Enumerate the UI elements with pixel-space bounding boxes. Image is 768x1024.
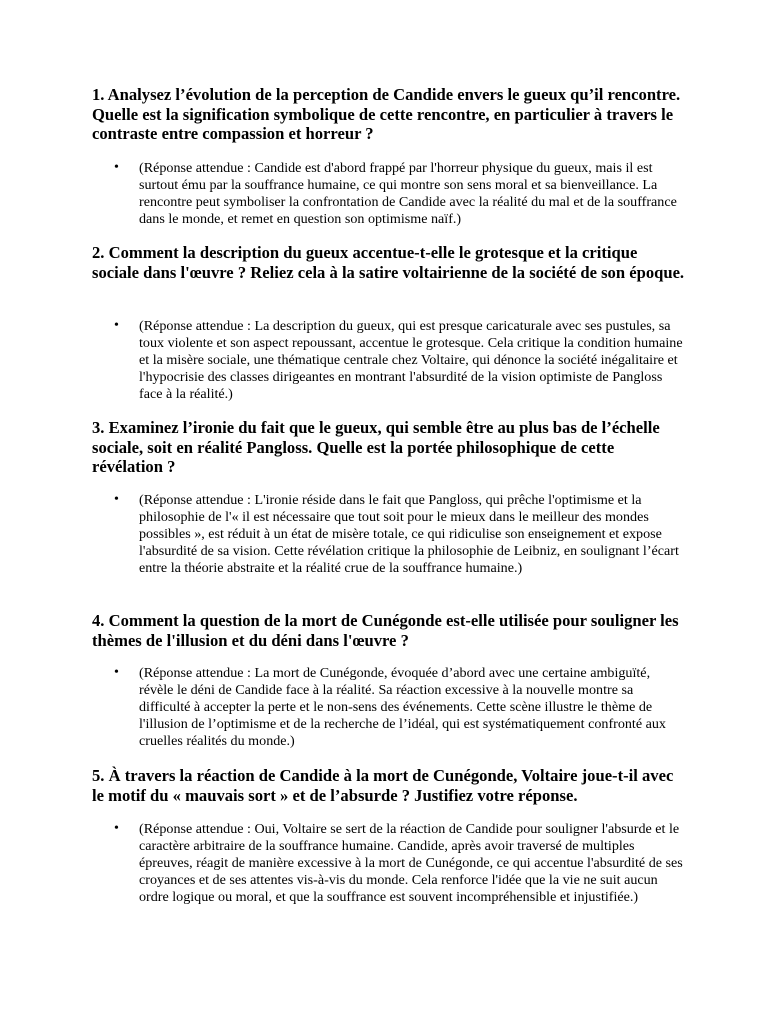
bullet-icon: • <box>114 665 119 680</box>
answer-4-text: (Réponse attendue : La mort de Cunégonde, évoquée d’abord avec une certaine ambiguïté, révèle le déni de Candide face à la réalité. Sa réaction excessive à la nouvelle montre sa difficulté à accepter la perte et le non-sens des événements. Cette scène illustre le thème de l'illusion de l’optimisme et de la recherche de l’idéal, qui est systématiquement confronté aux cruelles réalités du monde.) <box>139 665 666 749</box>
bullet-icon: • <box>114 318 119 333</box>
answer-2-list <box>92 318 686 403</box>
question-5-heading: 5. À travers la réaction de Candide à la mort de Cunégonde, Voltaire joue-t-il avec le motif du « mauvais sort » et de l’absurde ? Justifiez votre réponse. <box>92 766 674 805</box>
answer-4-item <box>114 665 686 750</box>
answer-3-list <box>92 492 686 577</box>
answer-5-item <box>114 821 686 906</box>
question-2-heading: 2. Comment la description du gueux accentue-t-elle le grotesque et la critique sociale dans l'œuvre ? Reliez cela à la satire voltairienne de la société de son époque. <box>92 243 685 282</box>
question-1-heading: 1. Analysez l’évolution de la perception de Candide envers le gueux qu’il rencontre. Quelle est la signification symbolique de cette rencontre, en particulier à travers le contraste entre compassion et horreur ? <box>92 85 681 143</box>
question-3-heading: 3. Examinez l’ironie du fait que le gueux, qui semble être au plus bas de l’échelle sociale, soit en réalité Pangloss. Quelle est la portée philosophique de cette révélation ? <box>92 418 660 476</box>
bullet-icon: • <box>114 821 119 836</box>
answer-2-item <box>114 318 686 403</box>
answer-4-list <box>92 665 686 750</box>
answer-5-list <box>92 821 686 906</box>
answer-2-text: (Réponse attendue : La description du gueux, qui est presque caricaturale avec ses pustules, sa toux violente et son aspect repoussant, accentue le grotesque. Cela critique la condition humaine et la misère sociale, une thématique centrale chez Voltaire, qui dénonce la société inégalitaire et l'hypocrisie des classes dirigeantes en montrant l'absurdité de la vision optimiste de Pangloss face à la réalité.) <box>139 318 683 402</box>
question-4-heading: 4. Comment la question de la mort de Cunégonde est-elle utilisée pour souligner les thèmes de l'illusion et du déni dans l'œuvre ? <box>92 611 679 650</box>
bullet-icon: • <box>114 492 119 507</box>
answer-1-list <box>92 160 686 228</box>
answer-1-item <box>114 160 686 228</box>
answer-3-item <box>114 492 686 577</box>
answer-3-text: (Réponse attendue : L'ironie réside dans le fait que Pangloss, qui prêche l'optimisme et la philosophie de l'« il est nécessaire que tout soit pour le mieux dans le meilleur des mondes possibles », est réduit à un état de misère totale, ce qui ridiculise son enseignement et expose l'absurdité de sa vision. Cette révélation critique la philosophie de Leibniz, en soulignant l’écart entre la théorie abstraite et la réalité crue de la souffrance humaine.) <box>139 492 679 576</box>
bullet-icon: • <box>114 160 119 175</box>
answer-5-text: (Réponse attendue : Oui, Voltaire se sert de la réaction de Candide pour souligner l'absurde et le caractère arbitraire de la souffrance humaine. Candide, après avoir traversé de multiples épreuves, réagit de manière excessive à la mort de Cunégonde, ce qui accentue l'absurdité de ses croyances et de ses attentes vis-à-vis du monde. Cela renforce l'idée que la vie ne suit aucun ordre logique ou moral, et que la souffrance est souvent incompréhensible et injustifiée.) <box>139 821 683 905</box>
answer-1-text: (Réponse attendue : Candide est d'abord frappé par l'horreur physique du gueux, mais il est surtout ému par la souffrance humaine, ce qui montre son sens moral et sa bienveillance. La rencontre peut symboliser la confrontation de Candide avec la réalité du mal et de la souffrance dans le monde, et remet en question son optimisme naïf.) <box>139 160 677 227</box>
